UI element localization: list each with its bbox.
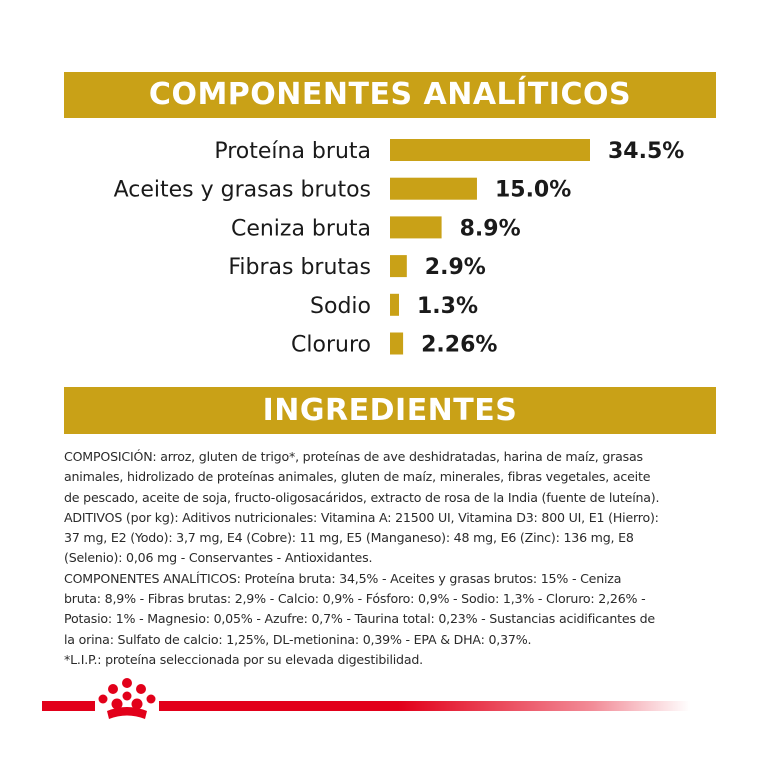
bar xyxy=(390,216,442,238)
royal-canin-crown-icon xyxy=(95,677,159,727)
bar xyxy=(390,139,590,161)
bar xyxy=(390,255,407,277)
bar xyxy=(390,294,399,316)
category-label: Aceites y grasas brutos xyxy=(113,177,371,203)
value-label: 1.3% xyxy=(417,293,479,319)
category-label: Fibras brutas xyxy=(228,255,371,281)
bar xyxy=(390,178,477,200)
value-label: 2.26% xyxy=(421,332,498,358)
value-label: 15.0% xyxy=(494,177,572,203)
category-label: Cloruro xyxy=(291,332,371,358)
ingredients-text: COMPOSICIÓN: arroz, gluten de trigo*, proteínas de ave deshidratadas, harina de maíz, grasas animales, hidrolizado de proteínas animales, gluten de maíz, minerales, fibras vegetales, aceite de pescado, aceite de soja, fructo-oligosacáridos, extracto de rosa de la India (fuente de luteína). ADITIVOS (por kg): Aditivos nutricionales: Vitamina A: 21500 UI, Vitamina D3: 800 UI, E1 (Hierro): 37 mg, E2 (Yodo): 3,7 mg, E4 (Cobre): 11 mg, E5 (Manganeso): 48 mg, E6 (Zinc): 136 mg, E8 (Selenio): 0,06 mg - Conservantes - Antioxidantes. COMPONENTES ANALÍTICOS: Proteína bruta: 34,5% - Aceites y grasas brutos: 15% - Ceniza bruta: 8,9% - Fibras brutas: 2,9% - Calcio: 0,9% - Fósforo: 0,9% - Sodio: 1,3% - Cloruro: 2,26% - Potasio: 1% - Magnesio: 0,05% - Azufre: 0,7% - Taurina total: 0,23% - Sustancias acidificantes de la orina: Sulfato de calcio: 1,25%, DL-metionina: 0,39% - EPA & DHA: 0,37%. *L.I.P.: proteína seleccionada por su elevada digestibilidad. xyxy=(64,449,660,667)
analytic-components-banner: COMPONENTES ANALÍTICOS xyxy=(64,72,716,118)
value-label: 2.9% xyxy=(424,255,486,281)
bar xyxy=(390,333,403,355)
value-label: 34.5% xyxy=(608,139,685,164)
ingredients-banner: INGREDIENTES xyxy=(64,387,716,434)
value-label: 8.9% xyxy=(459,216,521,242)
category-label: Ceniza bruta xyxy=(230,216,371,242)
analytic-components-chart xyxy=(0,130,780,375)
category-label: Sodio xyxy=(310,293,371,319)
category-label: Proteína bruta xyxy=(214,139,371,164)
